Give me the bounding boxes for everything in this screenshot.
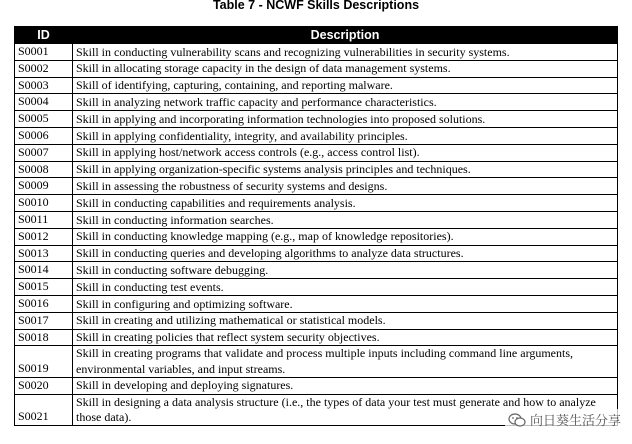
skill-id-cell: S0005 xyxy=(15,111,73,128)
skill-description-cell: Skill in creating and utilizing mathematical or statistical models. xyxy=(73,312,618,329)
skill-id-cell: S0008 xyxy=(15,161,73,178)
skill-description-cell: Skill in applying organization-specific systems analysis principles and techniques. xyxy=(73,161,618,178)
table-caption: Table 7 - NCWF Skills Descriptions xyxy=(212,0,420,12)
skill-description-cell: Skill in designing a data analysis structure (i.e., the types of data your test must generate and how to analyze those data). xyxy=(73,394,618,425)
description-column-header: Description xyxy=(73,27,618,44)
watermark xyxy=(505,409,624,430)
skill-description-cell: Skill in conducting information searches. xyxy=(73,211,618,228)
skills-table xyxy=(14,26,618,426)
skill-id-cell: S0004 xyxy=(15,94,73,111)
skill-id-cell: S0017 xyxy=(15,312,73,329)
table-row xyxy=(15,60,618,77)
table-row xyxy=(15,377,618,394)
skill-description-cell: Skill in conducting vulnerability scans and recognizing vulnerabilities in security systems. xyxy=(73,44,618,61)
skill-id-cell: S0013 xyxy=(15,245,73,262)
skill-id-cell: S0016 xyxy=(15,295,73,312)
skill-id-cell: S0002 xyxy=(15,60,73,77)
skill-description-cell: Skill in conducting knowledge mapping (e.g., map of knowledge repositories). xyxy=(73,228,618,245)
wechat-logo-icon xyxy=(508,413,526,427)
table-row xyxy=(15,295,618,312)
id-column-header: ID xyxy=(15,27,73,44)
table-row xyxy=(15,245,618,262)
table-row xyxy=(15,111,618,128)
skill-id-cell: S0006 xyxy=(15,127,73,144)
skill-id-cell: S0015 xyxy=(15,279,73,296)
table-row xyxy=(15,211,618,228)
watermark-text: 向日葵生活分享 xyxy=(529,414,621,429)
skill-description-cell: Skill in creating programs that validate and process multiple inputs including command line arguments, environmental variables, and input streams. xyxy=(73,346,618,377)
skill-id-cell: S0014 xyxy=(15,262,73,279)
table-row xyxy=(15,228,618,245)
table-row xyxy=(15,161,618,178)
skill-description-cell: Skill in conducting software debugging. xyxy=(73,262,618,279)
table-row xyxy=(15,279,618,296)
skill-id-cell: S0012 xyxy=(15,228,73,245)
skill-description-cell: Skill in applying and incorporating information technologies into proposed solutions. xyxy=(73,111,618,128)
table-header-row xyxy=(15,27,618,44)
skill-id-cell: S0021 xyxy=(15,394,73,425)
table-row xyxy=(15,312,618,329)
skill-id-cell: S0018 xyxy=(15,329,73,346)
table-row xyxy=(15,346,618,377)
skill-description-cell: Skill in assessing the robustness of security systems and designs. xyxy=(73,178,618,195)
table-row xyxy=(15,144,618,161)
skill-description-cell: Skill in analyzing network traffic capacity and performance characteristics. xyxy=(73,94,618,111)
skill-description-cell: Skill in configuring and optimizing software. xyxy=(73,295,618,312)
table-row xyxy=(15,77,618,94)
table-row xyxy=(15,262,618,279)
skill-description-cell: Skill in applying confidentiality, integrity, and availability principles. xyxy=(73,127,618,144)
skill-description-cell: Skill in allocating storage capacity in the design of data management systems. xyxy=(73,60,618,77)
table-row xyxy=(15,44,618,61)
table-row xyxy=(15,127,618,144)
skill-description-cell: Skill in creating policies that reflect system security objectives. xyxy=(73,329,618,346)
skill-description-cell: Skill of identifying, capturing, containing, and reporting malware. xyxy=(73,77,618,94)
skill-description-cell: Skill in developing and deploying signatures. xyxy=(73,377,618,394)
skill-description-cell: Skill in applying host/network access controls (e.g., access control list). xyxy=(73,144,618,161)
skill-id-cell: S0007 xyxy=(15,144,73,161)
skill-id-cell: S0009 xyxy=(15,178,73,195)
skill-id-cell: S0001 xyxy=(15,44,73,61)
skill-description-cell: Skill in conducting capabilities and requirements analysis. xyxy=(73,195,618,212)
table-body xyxy=(15,44,618,426)
table-row xyxy=(15,178,618,195)
skill-id-cell: S0020 xyxy=(15,377,73,394)
skill-id-cell: S0003 xyxy=(15,77,73,94)
skill-id-cell: S0010 xyxy=(15,195,73,212)
skill-description-cell: Skill in conducting test events. xyxy=(73,279,618,296)
skill-id-cell: S0019 xyxy=(15,346,73,377)
table-row xyxy=(15,94,618,111)
skill-id-cell: S0011 xyxy=(15,211,73,228)
skill-description-cell: Skill in conducting queries and developing algorithms to analyze data structures. xyxy=(73,245,618,262)
table-row xyxy=(15,329,618,346)
table-row xyxy=(15,195,618,212)
